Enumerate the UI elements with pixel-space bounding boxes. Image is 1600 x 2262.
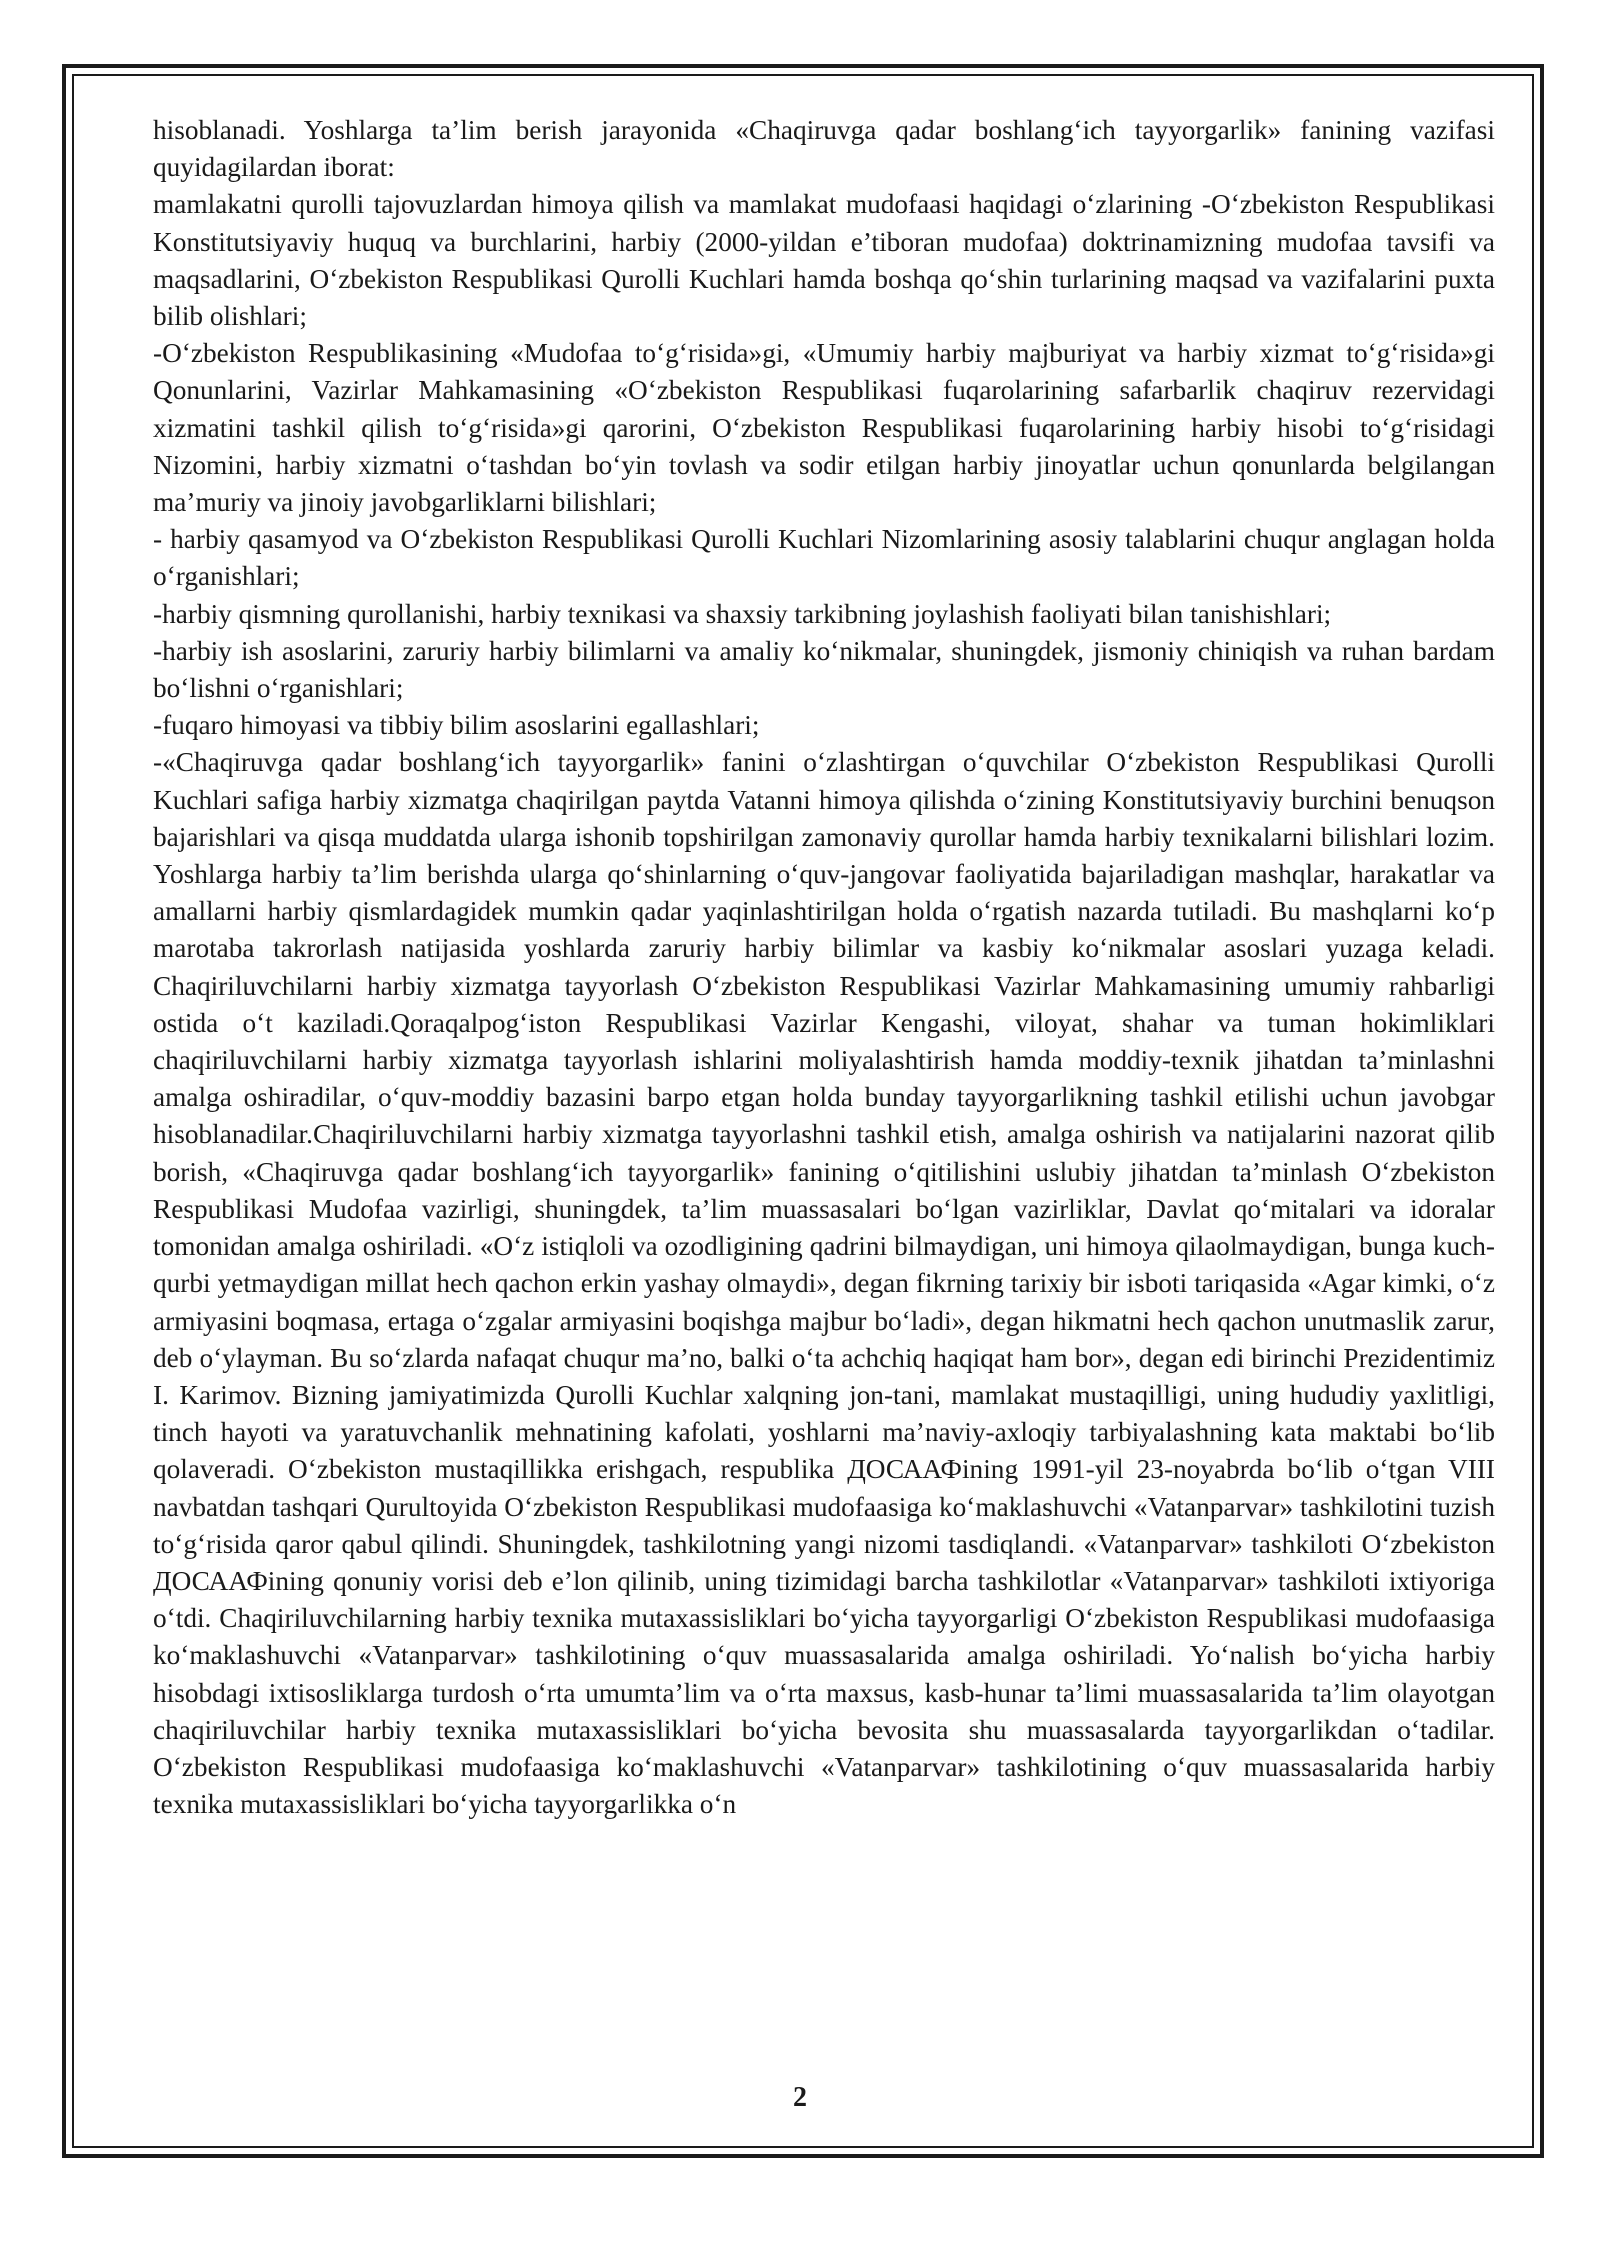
paragraph-main-body: -«Chaqiruvga qadar boshlang‘ich tayyorgarlik» fanini o‘zlashtirgan o‘quvchilar O‘zbekiston Respublikasi Qurolli Kuchlari safiga harbiy xizmatga chaqirilgan paytda Vatanni himoya qilishda o‘zining Konstitutsiyaviy burchini benuqson bajarishlari va qisqa muddatda ularga ishonib topshirilgan zamonaviy qurollar hamda harbiy texnikalarni bilishlari lozim. Yoshlarga harbiy ta’lim berishda ularga qo‘shinlarning o‘quv-jangovar faoliyatida bajariladigan mashqlar, harakatlar va amallarni harbiy qismlardagidek mumkin qadar yaqinlashtirilgan holda o‘rgatish nazarda tutiladi. Bu mashqlarni ko‘p marotaba takrorlash natijasida yoshlarda zaruriy harbiy bilimlar va kasbiy ko‘nikmalar asoslari yuzaga keladi. Chaqiriluvchilarni harbiy xizmatga tayyorlash O‘zbekiston Respublikasi Vazirlar Mahkamasining umumiy rahbarligi ostida o‘t kaziladi.Qoraqalpog‘iston Respublikasi Vazirlar Kengashi, viloyat, shahar va tuman hokimliklari chaqiriluvchilarni harbiy xizmatga tayyorlash ishlarini moliyalashtirish hamda moddiy-texnik jihatdan ta’minlashni amalga oshiradilar, o‘quv-moddiy bazasini barpo etgan holda bunday tayyorgarlikning tashkil etilishi uchun javobgar hisoblanadilar.Chaqiriluvchilarni harbiy xizmatga tayyorlashni tashkil etish, amalga oshirish va natijalarini nazorat qilib borish, «Chaqiruvga qadar boshlang‘ich tayyorgarlik» fanining o‘qitilishini uslubiy jihatdan ta’minlash O‘zbekiston Respublikasi Mudofaa vazirligi, shuningdek, ta’lim muassasalari bo‘lgan vazirliklar, Davlat qo‘mitalari va idoralar tomonidan amalga oshiriladi. «O‘z istiqloli va ozodligining qadrini bilmaydigan, uni himoya qilaolmaydigan, bunga kuch-qurbi yetmaydigan millat hech qachon erkin yashay olmaydi», degan fikrning tarixiy bir isboti tariqasida «Agar kimki, o‘z armiyasini boqmasa, ertaga o‘zgalar armiyasini boqishga majbur bo‘ladi», degan hikmatni hech qachon unutmaslik zarur, deb o‘ylayman. Bu so‘zlarda nafaqat chuqur ma’no, balki o‘ta achchiq haqiqat ham bor», degan edi birinchi Prezidentimiz I. Karimov. Bizning jamiyatimizda Qurolli Kuchlar xalqning jon-tani, mamlakat mustaqilligi, uning hududiy yaxlitligi, tinch hayoti va yaratuvchanlik mehnatining kafolati, yoshlarni ma’naviy-axloqiy tarbiyalashning kata maktabi bo‘lib qolaveradi. O‘zbekiston mustaqillikka erishgach, respublika ДОСААФining 1991-yil 23-noyabrda bo‘lib o‘tgan VIII navbatdan tashqari Qurultoyida O‘zbekiston Respublikasi mudofaasiga ko‘maklashuvchi «Vatanparvar» tashkilotini tuzish to‘g‘risida qaror qabul qilindi. Shuningdek, tashkilotning yangi nizomi tasdiqlandi. «Vatanparvar» tashkiloti O‘zbekiston ДОСААФining qonuniy vorisi deb e’lon qilinib, uning tizimidagi barcha tashkilotlar «Vatanparvar» tashkiloti ixtiyoriga o‘tdi. Chaqiriluvchilarning harbiy texnika mutaxassisliklari bo‘yicha tayyorgarligi O‘zbekiston Respublikasi mudofaasiga ko‘maklashuvchi «Vatanparvar» tashkilotining o‘quv muassasalarida amalga oshiriladi. Yo‘nalish bo‘yicha harbiy hisobdagi ixtisosliklarga turdosh o‘rta umumta’lim va o‘rta maxsus, kasb-hunar ta’limi muassasalarida ta’lim olayotgan chaqiriluvchilar harbiy texnika mutaxassisliklari bo‘yicha bevosita shu muassasalarda tayyorgarlikdan o‘tadilar. O‘zbekiston Respublikasi mudofaasiga ko‘maklashuvchi «Vatanparvar» tashkilotining o‘quv muassasalarida harbiy texnika mutaxassisliklari bo‘yicha tayyorgarlikka o‘n: [153, 747, 1495, 1820]
page-number: 2: [793, 2082, 807, 2113]
paragraph-task-laws: -O‘zbekiston Respublikasining «Mudofaa to‘g‘risida»gi, «Umumiy harbiy majburiyat va harbiy xizmat to‘g‘risida»gi Qonunlarini, Vazirlar Mahkamasining «O‘zbekiston Respublikasi fuqarolarining safarbarlik chaqiruv rezervidagi xizmatini tashkil qilish to‘g‘risida»gi qarorini, O‘zbekiston Respublikasi fuqarolarining harbiy hisobi to‘g‘risidagi Nizomini, harbiy xizmatni o‘tashdan bo‘yin tovlash va sodir etilgan harbiy jinoyatlar uchun qonunlarda belgilangan ma’muriy va jinoiy javobgarliklarni bilishlari;: [153, 338, 1495, 518]
paragraph-task-oath: - harbiy qasamyod va O‘zbekiston Respublikasi Qurolli Kuchlari Nizomlarining asosiy talablarini chuqur anglagan holda o‘rganishlari;: [153, 524, 1495, 592]
document-body: [153, 112, 1495, 1823]
paragraph-task-skills: -harbiy ish asoslarini, zaruriy harbiy bilimlarni va amaliy ko‘nikmalar, shuningdek, jismoniy chiniqish va ruhan bardam bo‘lishni o‘rganishlari;: [153, 635, 1495, 704]
paragraph-task-civil-defense: -fuqaro himoyasi va tibbiy bilim asoslarini egallashlari;: [153, 710, 760, 741]
paragraph-intro: hisoblanadi. Yoshlarga ta’lim berish jarayonida «Chaqiruvga qadar boshlang‘ich tayyorgarlik» fanining vazifasi quyidagilardan iborat:: [153, 115, 1495, 183]
paragraph-task-armament: -harbiy qismning qurollanishi, harbiy texnikasi va shaxsiy tarkibning joylashish faoliyati bilan tanishishlari;: [153, 598, 1332, 629]
paragraph-task-constitution: mamlakatni qurolli tajovuzlardan himoya qilish va mamlakat mudofaasi haqidagi o‘zlarining -O‘zbekiston Respublikasi Konstitutsiyaviy huquq va burchlarini, harbiy (2000-yildan e’tiboran mudofaa) doktrinamizning mudofaa tavsifi va maqsadlarini, O‘zbekiston Respublikasi Qurolli Kuchlari hamda boshqa qo‘shin turlarining maqsad va vazifalarini puxta bilib olishlari;: [153, 189, 1495, 332]
